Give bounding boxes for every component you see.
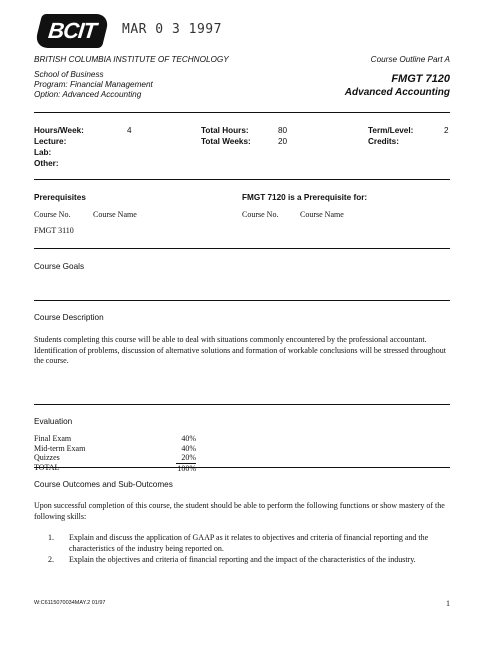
col-course-name: Course Name (93, 210, 137, 219)
institute-name: BRITISH COLUMBIA INSTITUTE OF TECHNOLOGY (34, 55, 229, 64)
program-name: Program: Financial Management (34, 80, 153, 89)
outcomes-list (34, 533, 452, 566)
col-course-no-2: Course No. (242, 210, 279, 219)
total-hours-label: Total Hours: (201, 126, 249, 135)
divider (34, 404, 450, 405)
lecture-label: Lecture: (34, 137, 67, 146)
credits-label: Credits: (368, 137, 399, 146)
outcome-number: 2. (48, 555, 54, 564)
course-code: FMGT 7120 (391, 73, 450, 85)
total-weeks-value: 20 (278, 137, 288, 146)
option-name: Option: Advanced Accounting (34, 90, 142, 99)
prerequisites-heading: Prerequisites (34, 193, 86, 202)
col-course-no: Course No. (34, 210, 71, 219)
course-description-heading: Course Description (34, 313, 104, 322)
course-outcomes-heading: Course Outcomes and Sub-Outcomes (34, 480, 173, 489)
evaluation-value: 100% (177, 463, 196, 473)
evaluation-label: Quizzes (34, 453, 60, 463)
other-label: Other: (34, 159, 59, 168)
hours-week-value: 4 (127, 126, 132, 135)
course-title: Advanced Accounting (344, 87, 450, 98)
evaluation-value: 40% (181, 434, 196, 443)
hours-week-label: Hours/Week: (34, 126, 84, 135)
divider (34, 179, 450, 180)
evaluation-row (34, 444, 196, 454)
evaluation-row (34, 434, 196, 444)
divider (34, 112, 450, 113)
outcome-text: Explain and discuss the application of GAAP as it relates to objectives and criteria of financial reporting and the characteristics of the industry being reported on. (69, 533, 429, 553)
evaluation-heading: Evaluation (34, 417, 73, 426)
evaluation-label: Mid-term Exam (34, 443, 86, 453)
evaluation-label: TOTAL (34, 463, 60, 473)
course-description-text: Students completing this course will be able to deal with situations commonly encountered by the professional accountant. Identification of problems, discussion of alternative solutions and formation of workable conclusions will be stressed throughout the course. (34, 335, 446, 365)
evaluation-label: Final Exam (34, 434, 72, 443)
col-course-name-2: Course Name (300, 210, 344, 219)
bcit-logo: BCIT (34, 14, 110, 48)
evaluation-value: 20% (181, 453, 196, 463)
course-outcomes-intro: Upon successful completion of this course, the student should be able to perform the following functions or show mastery of the following skills: (34, 501, 445, 521)
outcome-number: 1. (48, 533, 54, 542)
total-hours-value: 80 (278, 126, 288, 135)
prereq-course-item: FMGT 3110 (34, 226, 74, 235)
file-reference: W:C6115070034MAY.2 01/97 (34, 600, 106, 606)
outcome-text: Explain the objectives and criteria of financial reporting and the impact of the characteristics of the industry. (69, 555, 416, 564)
total-weeks-label: Total Weeks: (201, 137, 251, 146)
course-goals-heading: Course Goals (34, 262, 85, 271)
lab-label: Lab: (34, 148, 52, 157)
divider (34, 248, 450, 249)
page-number: 1 (446, 599, 450, 608)
evaluation-value: 40% (181, 443, 196, 453)
divider (34, 467, 450, 468)
list-item (34, 533, 452, 554)
school-name: School of Business (34, 70, 104, 79)
evaluation-row (34, 453, 196, 463)
outline-label: Course Outline Part A (370, 55, 450, 64)
term-level-label: Term/Level: (368, 126, 414, 135)
is-prereq-heading: FMGT 7120 is a Prerequisite for: (242, 193, 368, 202)
evaluation-total-row (34, 463, 196, 473)
list-item (34, 555, 452, 566)
date-stamp: MAR 0 3 1997 (122, 22, 222, 37)
term-level-value: 2 (444, 126, 449, 135)
divider (34, 300, 450, 301)
